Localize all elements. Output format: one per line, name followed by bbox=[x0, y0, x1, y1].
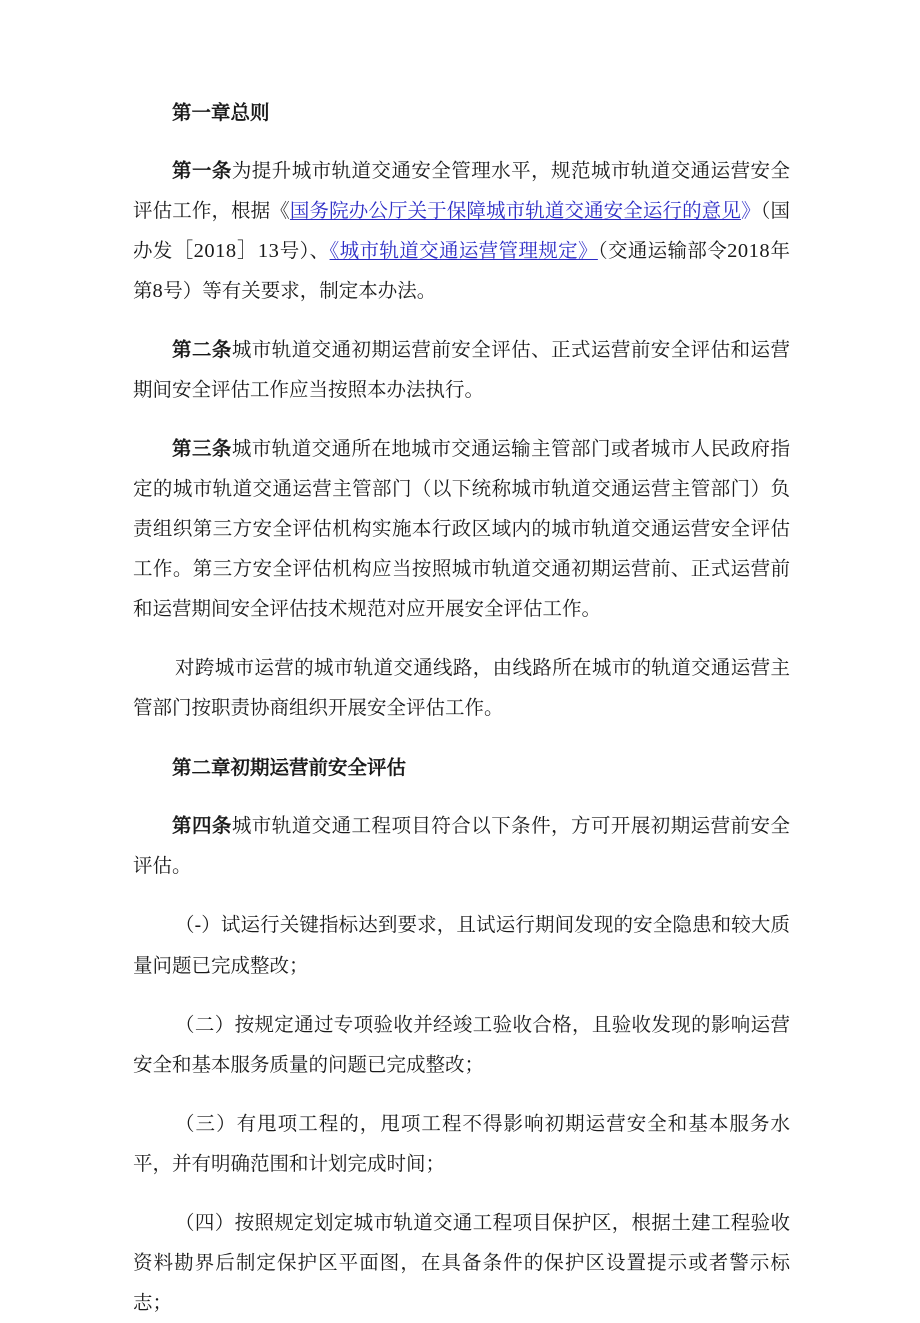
item-1-text: 试运行关键指标达到要求，且试运行期间发现的安全隐患和较大质量问题已完成整改； bbox=[133, 914, 790, 977]
article-4-item-3 bbox=[133, 1104, 790, 1184]
doc-number-2-mid: 年第 bbox=[133, 240, 790, 302]
item-2-marker: （二） bbox=[175, 1014, 235, 1036]
article-2-paragraph bbox=[133, 330, 790, 410]
item-3-text: 有甩项工程的，甩项工程不得影响初期运营安全和基本服务水平，并有明确范围和计划完成时间； bbox=[133, 1113, 790, 1175]
spacer bbox=[133, 986, 790, 1005]
spacer bbox=[133, 1085, 790, 1104]
chapter-1-heading: 第一章总则 bbox=[172, 102, 270, 124]
article-2-text: 城市轨道交通初期运营前安全评估、正式运营前安全评估和运营期间安全评估工作应当按照本办法执行。 bbox=[133, 339, 790, 401]
doc-number-1-serial: 13 bbox=[257, 240, 280, 262]
doc-number-2-suffix: 号） bbox=[163, 280, 203, 302]
item-2-text: 按规定通过专项验收并经竣工验收合格，且验收发现的影响运营安全和基本服务质量的问题已完成整改； bbox=[133, 1014, 790, 1076]
article-4-item-2 bbox=[133, 1005, 790, 1085]
article-3-paragraph bbox=[133, 429, 790, 629]
link-urban-rail-operation-regulation[interactable]: 《城市轨道交通运营管理规定》 bbox=[329, 240, 598, 262]
article-4-label: 第四条 bbox=[172, 815, 232, 837]
doc-number-2-year: 2018 bbox=[727, 240, 771, 262]
article-1-paragraph bbox=[133, 151, 790, 311]
article-3-label: 第三条 bbox=[172, 438, 232, 460]
spacer bbox=[133, 311, 790, 330]
article-1-label: 第一条 bbox=[172, 160, 232, 182]
link-guobanfa-opinion[interactable]: 国务院办公厅关于保障城市轨道交通安全运行的意见 bbox=[289, 200, 741, 222]
doc-number-1-open-bracket: ［ bbox=[172, 240, 194, 262]
spacer bbox=[133, 133, 790, 151]
item-4-marker: （四） bbox=[175, 1212, 235, 1234]
article-2-label: 第二条 bbox=[172, 339, 232, 361]
document-body bbox=[133, 93, 790, 1323]
spacer bbox=[133, 788, 790, 806]
doc-number-1-suffix: 号）、 bbox=[279, 240, 330, 262]
book-title-open-bracket-1: 《 bbox=[270, 200, 290, 222]
doc-number-1-prefix: （国办发 bbox=[133, 200, 790, 262]
doc-number-2-prefix: （交通运输部令 bbox=[597, 240, 728, 262]
chapter-2-heading: 第二章初期运营前安全评估 bbox=[172, 757, 407, 779]
article-1-text-tail: 等有关要求，制定本办法。 bbox=[202, 280, 437, 302]
spacer bbox=[133, 1184, 790, 1203]
book-title-close-bracket-1: 》 bbox=[740, 200, 761, 222]
article-4-paragraph bbox=[133, 806, 790, 886]
spacer bbox=[133, 886, 790, 905]
item-4-text: 按照规定划定城市轨道交通工程项目保护区，根据土建工程验收资料勘界后制定保护区平面图，在具备条件的保护区设置提示或者警示标志； bbox=[133, 1212, 790, 1314]
item-1-marker: （-） bbox=[175, 915, 221, 936]
spacer bbox=[133, 728, 790, 748]
doc-number-1-close-bracket: ］ bbox=[236, 240, 258, 262]
doc-number-1-year: 2018 bbox=[193, 240, 237, 262]
spacer bbox=[133, 629, 790, 648]
article-4-item-4 bbox=[133, 1203, 790, 1323]
item-3-marker: （三） bbox=[175, 1113, 237, 1135]
article-4-item-1 bbox=[133, 905, 790, 986]
spacer bbox=[133, 410, 790, 429]
article-3-paragraph-2: 对跨城市运营的城市轨道交通线路，由线路所在城市的轨道交通运营主管部门按职责协商组织开展安全评估工作。 bbox=[133, 657, 790, 719]
article-3-text: 城市轨道交通所在地城市交通运输主管部门或者城市人民政府指定的城市轨道交通运营主管部门（以下统称城市轨道交通运营主管部门）负责组织第三方安全评估机构实施本行政区域内的城市轨道交通运营安全评估工作。第三方安全评估机构应当按照城市轨道交通初期运营前、正式运营前和运营期间安全评估技术规范对应开展安全评估工作。 bbox=[133, 438, 790, 620]
doc-number-2-serial: 8 bbox=[152, 280, 164, 302]
article-4-text: 城市轨道交通工程项目符合以下条件，方可开展初期运营前安全评估。 bbox=[133, 815, 790, 877]
article-1-text-lead: 为提升城市轨道交通安全管理水平，规范城市轨道交通运营安全评估工作，根据 bbox=[133, 160, 790, 222]
